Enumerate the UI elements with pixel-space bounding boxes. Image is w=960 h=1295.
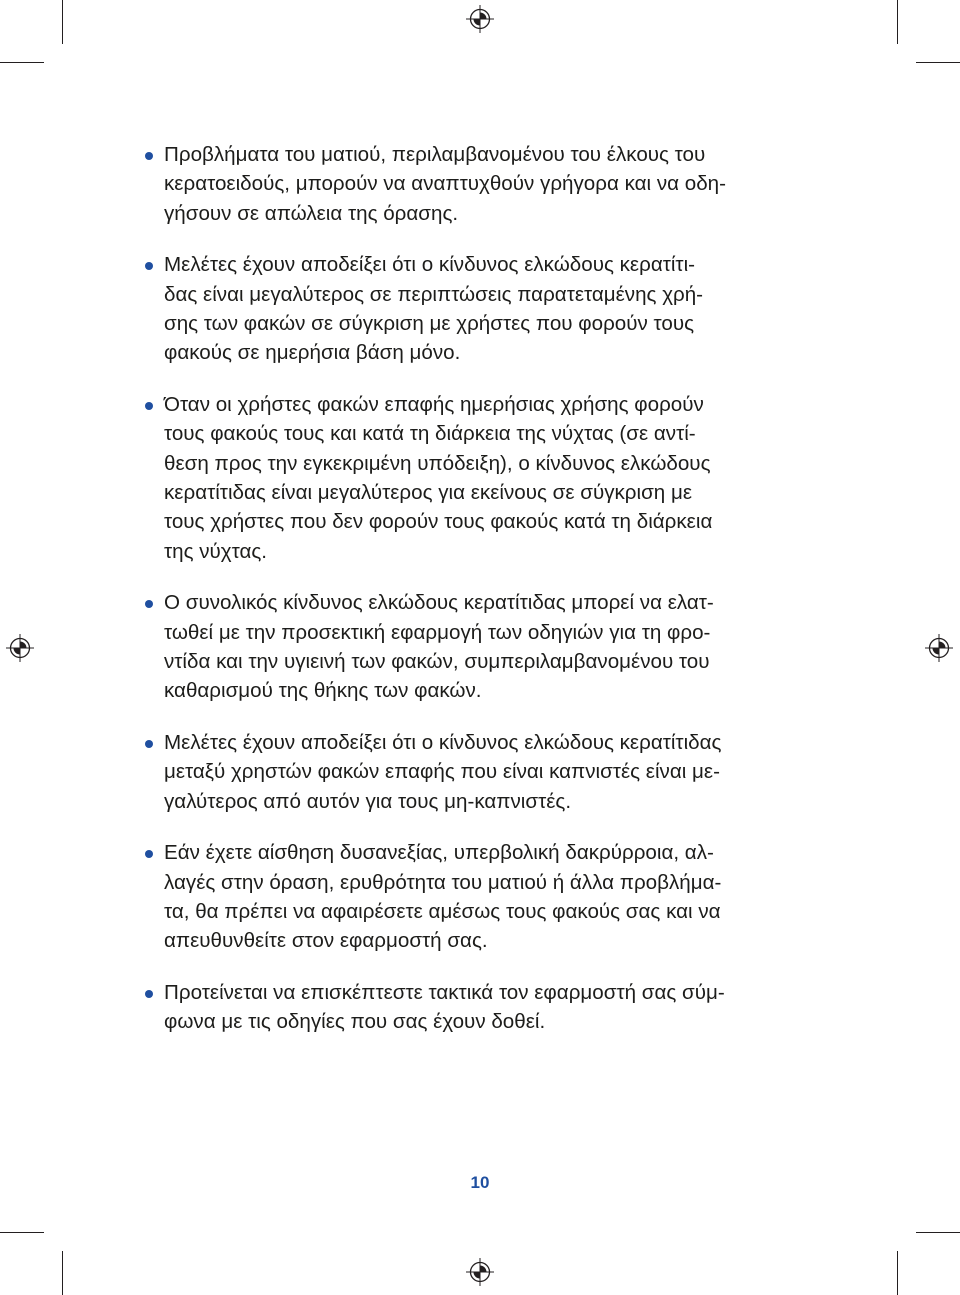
bullet-line: τα, θα πρέπει να αφαιρέσετε αμέσως τους φακούς σας και να: [164, 900, 721, 924]
bullet-item-regular-visits: [145, 978, 825, 1037]
registration-mark-bottom-icon: [466, 1258, 494, 1286]
bullet-dot-icon: [145, 990, 153, 998]
page-number: 10: [470, 1173, 490, 1192]
bullet-item-smokers-risk: [145, 728, 825, 816]
bullet-line: Μελέτες έχουν αποδείξει ότι ο κίνδυνος ελκώδους κερατίτι-: [164, 253, 696, 277]
bullet-line: φακούς σε ημερήσια βάση μόνο.: [164, 341, 461, 365]
bullet-line: κερατίτιδας είναι μεγαλύτερος για εκείνους σε σύγκριση με: [164, 480, 693, 504]
bullet-item-overnight-wear-risk: [145, 390, 825, 566]
crop-mark-bottom-left-horizontal: [0, 1232, 44, 1233]
bullet-line: Προβλήματα του ματιού, περιλαμβανομένου του έλκους του: [164, 143, 706, 166]
bullet-item-risk-reduction: [145, 588, 825, 705]
bullet-item-eye-problems: [145, 140, 825, 228]
bullet-dot-icon: [145, 262, 153, 270]
bullet-line: απευθυνθείτε στον εφαρμοστή σας.: [164, 929, 488, 953]
bullet-dot-icon: [145, 740, 153, 748]
bullet-line: γαλύτερος από αυτόν για τους μη-καπνιστές.: [164, 789, 572, 813]
bullet-line: λαγές στην όραση, ερυθρότητα του ματιού ή άλλα προβλήμα-: [164, 870, 722, 894]
bullet-line: θεση προς την εγκεκριμένη υπόδειξη), ο κίνδυνος ελκώδους: [164, 451, 711, 475]
crop-mark-bottom-left-vertical: [62, 1251, 63, 1295]
registration-mark-left-icon: [6, 634, 34, 662]
crop-mark-bottom-right-vertical: [897, 1251, 898, 1295]
crop-mark-top-left-horizontal: [0, 62, 44, 63]
bullet-line: Προτείνεται να επισκέπτεστε τακτικά τον εφαρμοστή σας σύμ-: [164, 981, 725, 1005]
bullet-line: γήσουν σε απώλεια της όρασης.: [164, 201, 459, 225]
bullet-line: Όταν οι χρήστες φακών επαφής ημερήσιας χρήσης φορούν: [164, 393, 704, 417]
bullet-line: μεταξύ χρηστών φακών επαφής που είναι καπνιστές είναι με-: [164, 760, 720, 784]
bullet-dot-icon: [145, 152, 153, 160]
bullet-line: Μελέτες έχουν αποδείξει ότι ο κίνδυνος ελκώδους κερατίτιδας: [164, 731, 722, 755]
bullet-line: της νύχτας.: [164, 539, 267, 563]
crop-mark-top-left-vertical: [62, 0, 63, 44]
bullet-line: τωθεί με την προσεκτική εφαρμογή των οδηγιών για τη φρο-: [164, 620, 711, 644]
bullet-line: σης των φακών σε σύγκριση με χρήστες που φορούν τους: [164, 311, 695, 335]
bullet-line: δας είναι μεγαλύτερος σε περιπτώσεις παρατεταμένης χρή-: [164, 282, 704, 306]
bullet-line: καθαρισμού της θήκης των φακών.: [164, 679, 482, 703]
bullet-line: Εάν έχετε αίσθηση δυσανεξίας, υπερβολική δακρύρροια, αλ-: [164, 841, 714, 865]
registration-mark-top-icon: [466, 5, 494, 33]
bullet-line: τους φακούς τους και κατά τη διάρκεια της νύχτας (σε αντί-: [164, 422, 696, 446]
bullet-dot-icon: [145, 402, 153, 410]
bullet-item-extended-wear-risk: [145, 250, 825, 367]
bullet-dot-icon: [145, 600, 153, 608]
crop-mark-bottom-right-horizontal: [916, 1232, 960, 1233]
crop-mark-top-right-horizontal: [916, 62, 960, 63]
bullet-dot-icon: [145, 850, 153, 858]
bullet-line: τους χρήστες που δεν φορούν τους φακούς κατά τη διάρκεια: [164, 510, 713, 534]
bullet-line: Ο συνολικός κίνδυνος ελκώδους κερατίτιδας μπορεί να ελατ-: [164, 591, 714, 615]
bullet-list: [145, 140, 825, 1059]
bullet-line: ντίδα και την υγιεινή των φακών, συμπεριλαμβανομένου του: [164, 649, 710, 673]
bullet-line: κερατοειδούς, μπορούν να αναπτυχθούν γρήγορα και να οδη-: [164, 172, 726, 196]
bullet-line: φωνα με τις οδηγίες που σας έχουν δοθεί.: [164, 1010, 546, 1034]
crop-mark-top-right-vertical: [897, 0, 898, 44]
bullet-item-discomfort-advice: [145, 838, 825, 955]
registration-mark-right-icon: [925, 634, 953, 662]
